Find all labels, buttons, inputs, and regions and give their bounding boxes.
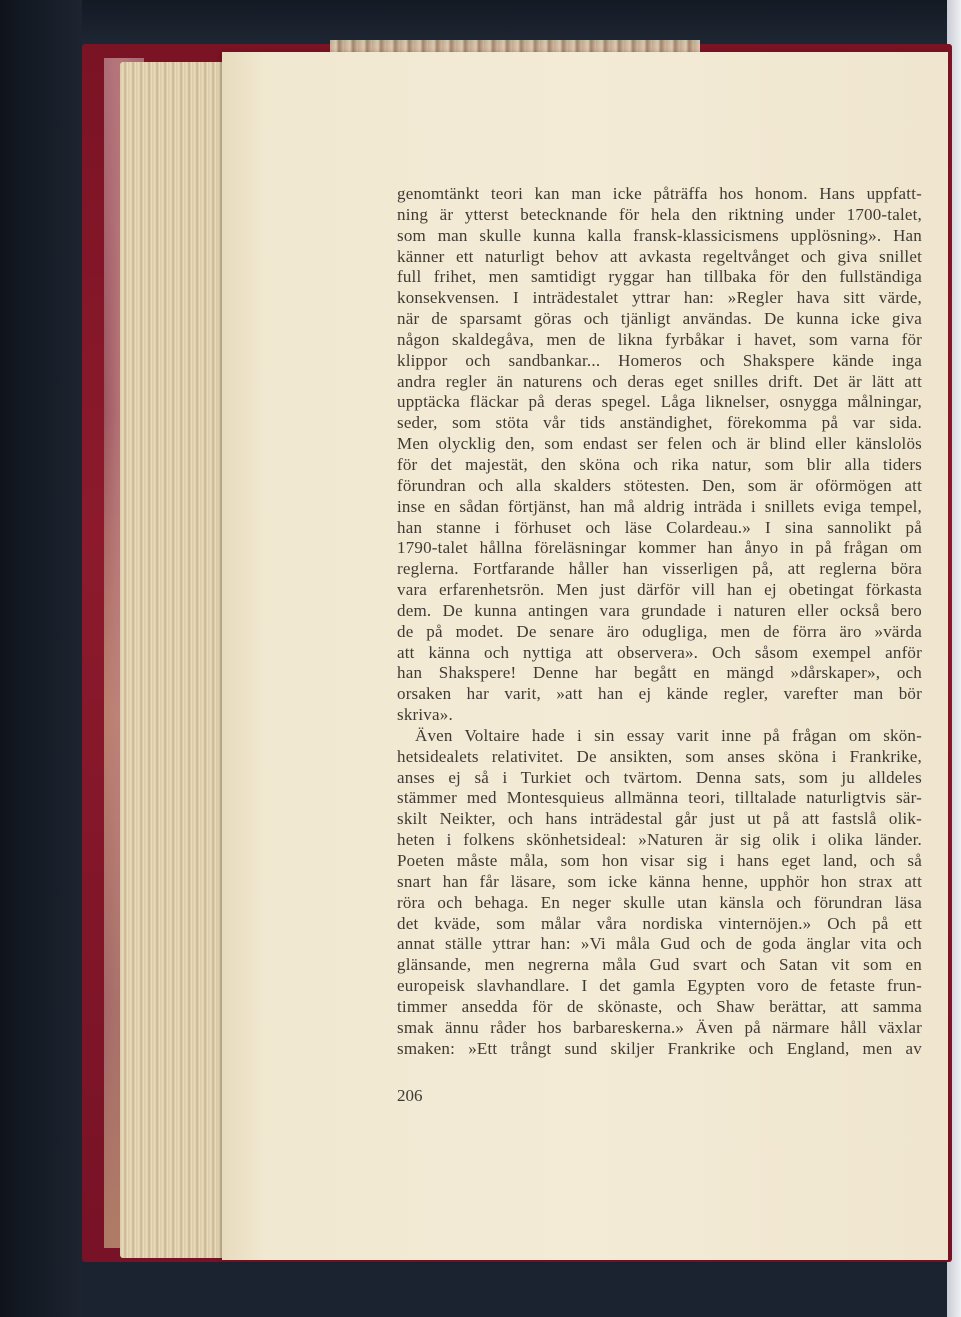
text-line: andra regler än naturens och deras eget snilles drift. Det är lätt att xyxy=(397,371,922,391)
text-line: snart han får läsare, som icke känna henne, upphör hon strax att xyxy=(397,871,922,891)
page-number: 206 xyxy=(397,1086,423,1105)
text-line: konsekvensen. I inträdestalet yttrar han: »Regler hava sitt värde, xyxy=(397,288,922,308)
text-line: orsaken har varit, »att han ej kände regler, varefter man bör xyxy=(397,684,922,704)
text-line: någon skaldegåva, men de likna fyrbåkar i havet, som varna för xyxy=(397,329,922,349)
text-line: för det majestät, den sköna och rika natur, som blir alla tiders xyxy=(397,454,922,474)
page-fore-edges xyxy=(120,62,226,1258)
text-line: han stanne i förhuset och läse Colardeau.» I sina sannolikt på xyxy=(397,517,922,537)
text-line: Även Voltaire hade i sin essay varit inne på frågan om skön- xyxy=(415,725,922,745)
text-line: glänsande, men negrerna måla Gud svart och Satan vit som en xyxy=(397,955,922,975)
text-line: skilt Neikter, och hans inträdestal går just ut på att fastslå olik- xyxy=(397,809,922,829)
text-line: anses ej så i Turkiet och tvärtom. Denna sats, som ju alldeles xyxy=(397,767,922,787)
text-line: dem. De kunna antingen vara grundade i naturen eller också bero xyxy=(397,600,922,620)
scanner-background-left xyxy=(0,0,82,1317)
text-line: seder, som stöta vår tids anständighet, förekomma på var sida. xyxy=(397,413,922,433)
text-line: stämmer med Montesquieus allmänna teori, tilltalade naturligtvis sär- xyxy=(397,788,922,808)
text-line: förundran och alla skalders stötesten. Den, som är oförmögen att xyxy=(397,475,922,495)
text-line: skriva». xyxy=(397,705,453,725)
text-line: när de sparsamt göras och tjänligt användas. De kunna icke giva xyxy=(397,309,922,329)
text-line: smak ännu råder hos barbareskerna.» Även på närmare håll växlar xyxy=(397,1017,922,1037)
text-line: upptäcka fläckar på deras spegel. Låga liknelser, osnygga målningar, xyxy=(397,392,922,412)
text-line: det kväde, som målar våra nordiska vinternöjen.» Och på ett xyxy=(397,913,922,933)
text-line: vara erfarenhetsrön. Men just därför vill han ej obetingat förkasta xyxy=(397,580,922,600)
text-line: genomtänkt teori kan man icke påträffa hos honom. Hans uppfatt- xyxy=(397,184,922,203)
text-line: smaken: »Ett trångt sund skiljer Frankrike och England, men av xyxy=(397,1038,922,1058)
text-line: de på modet. De senare äro odugliga, men de förra äro »värda xyxy=(397,621,922,641)
text-line: att känna och nyttiga att observera». Och såsom exempel anför xyxy=(397,642,922,662)
text-line: känner ett naturligt behov att avkasta regeltvånget och giva snillet xyxy=(397,246,922,266)
text-line: hetsidealets relativitet. De ansikten, som anses sköna i Frankrike, xyxy=(397,746,922,766)
body-text xyxy=(397,184,922,1059)
text-line: inse en sådan förtjänst, han må aldrig inträda i snillets eviga tempel, xyxy=(397,496,922,516)
text-line: europeisk slavhandlare. I det gamla Egypten voro de fetaste frun- xyxy=(397,976,922,996)
text-line: 1790-talet hållna föreläsningar kommer han ånyo in på frågan om xyxy=(397,538,922,558)
text-line: klippor och sandbankar... Homeros och Shakspere kände inga xyxy=(397,350,922,370)
text-line: röra och behaga. En neger skulle utan känsla och förundran läsa xyxy=(397,892,922,912)
text-line: ning är ytterst betecknande för hela den riktning under 1700-talet, xyxy=(397,204,922,224)
text-line: han Shakspere! Denne har begått en mängd »dårskaper», och xyxy=(397,663,922,683)
text-line: Men olycklig den, som endast ser felen och är blind eller känslolös xyxy=(397,434,922,454)
text-line: reglerna. Fortfarande håller han visserligen på, att reglerna böra xyxy=(397,559,922,579)
text-line: timmer ansedda för de skönaste, och Shaw berättar, att samma xyxy=(397,996,922,1016)
text-line: annat ställe yttrar han: »Vi måla Gud och de goda änglar vita och xyxy=(397,934,922,954)
text-line: full frihet, men samtidigt ryggar han tillbaka för den fullständiga xyxy=(397,267,922,287)
text-line: heten i folkens skönhetsideal: »Naturen är sig olik i olika länder. xyxy=(397,830,922,850)
text-line: som man skulle kunna kalla fransk-klassicismens upplösning». Han xyxy=(397,225,922,245)
text-line: Poeten måste måla, som hon visar sig i hans eget land, och så xyxy=(397,851,922,870)
